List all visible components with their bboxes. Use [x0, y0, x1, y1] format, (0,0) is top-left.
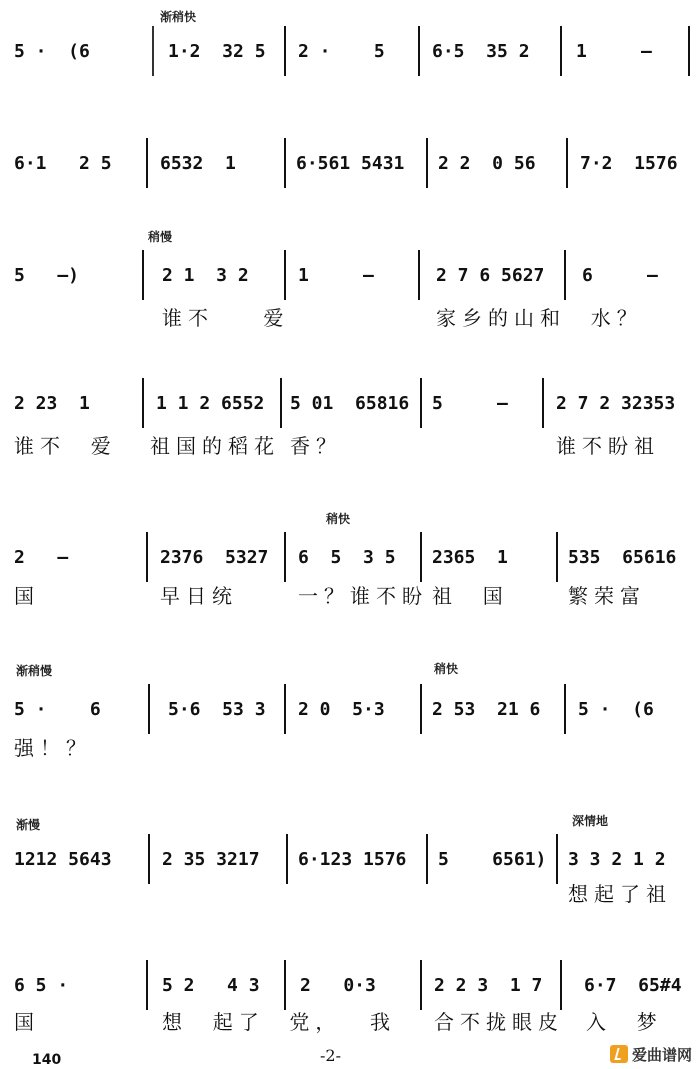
measure-notes: 6·1 2 5	[14, 153, 112, 174]
lyric-text: 家乡的山和 水？	[436, 306, 643, 330]
score-system-7	[0, 808, 700, 928]
measure-notes: 5 01 65816	[290, 393, 410, 414]
measure-notes: 2 0·3	[300, 975, 376, 996]
measure-notes: 1 —	[298, 265, 374, 286]
tempo-mark: 稍慢	[148, 230, 173, 244]
measure-notes: 7·2 1576	[580, 153, 678, 174]
tempo-mark: 渐稍慢	[16, 664, 53, 678]
notes-line	[0, 382, 700, 426]
bar-line	[284, 250, 286, 300]
tempo-mark: 稍快	[434, 662, 459, 676]
score-system-2	[0, 112, 700, 232]
score-system-8	[0, 940, 700, 1060]
measure-notes: 2 2 0 56	[438, 153, 536, 174]
score-system-3	[0, 224, 700, 344]
bar-line	[148, 684, 150, 734]
lyric-text: 合不拢眼皮	[434, 1010, 564, 1034]
measure-notes: 6·5 35 2	[432, 41, 530, 62]
lyric-text: 祖国的稻花	[150, 434, 280, 458]
bar-line	[426, 834, 428, 884]
bar-line	[564, 250, 566, 300]
measure-notes: 2 · 5	[298, 41, 385, 62]
measure-notes: 2 2 3 1 7	[434, 975, 543, 996]
score-system-1	[0, 0, 700, 120]
lyrics-line	[0, 1006, 700, 1036]
lyrics-line	[0, 732, 700, 762]
bar-line	[426, 138, 428, 188]
bar-line	[284, 26, 286, 76]
measure-notes: 2 7 6 5627	[436, 265, 545, 286]
measure-notes: 3 3 2 1 2	[568, 849, 666, 870]
tempo-mark: 稍快	[326, 512, 351, 526]
music-note-icon	[610, 1045, 628, 1063]
lyrics-line	[0, 878, 700, 908]
bar-line	[420, 684, 422, 734]
bar-line	[556, 834, 558, 884]
tempo-mark: 渐稍快	[160, 10, 197, 24]
measure-notes: 1·2 32 5	[168, 41, 266, 62]
bar-line	[420, 378, 422, 428]
measure-notes: 2 0 5·3	[298, 699, 385, 720]
bar-line	[420, 960, 422, 1010]
tempo-mark: 深情地	[572, 814, 609, 828]
measure-notes: 2 1 3 2	[162, 265, 249, 286]
measure-notes: 2 35 3217	[162, 849, 260, 870]
measure-notes: 1212 5643	[14, 849, 112, 870]
measure-notes: 2 7 2 32353	[556, 393, 676, 414]
lyric-text: 一？谁不盼	[298, 584, 428, 608]
bar-line	[152, 26, 154, 76]
measure-notes: 2 —	[14, 547, 69, 568]
measure-notes: 6 —	[582, 265, 658, 286]
measure-notes: 6 5 3 5	[298, 547, 396, 568]
lyric-text: 祖 国	[432, 584, 509, 608]
bar-line	[146, 138, 148, 188]
bar-line	[556, 532, 558, 582]
lyric-text: 想 起了 党，	[162, 1010, 342, 1034]
notes-line	[0, 964, 700, 1008]
bar-line	[284, 960, 286, 1010]
lyric-text: 国	[14, 1010, 40, 1034]
bar-line	[146, 532, 148, 582]
page-label: -2-	[320, 1046, 341, 1065]
measure-notes: 2 23 1	[14, 393, 90, 414]
measure-notes: 2 53 21 6	[432, 699, 541, 720]
lyric-text: 谁不盼祖	[556, 434, 660, 458]
lyric-text: 香？	[290, 434, 342, 458]
measure-notes: 5 —)	[14, 265, 80, 286]
measure-notes: 6·7 65#4	[584, 975, 682, 996]
bar-line	[142, 250, 144, 300]
measure-notes: 6·561 5431	[296, 153, 405, 174]
lyric-text: 早日统	[160, 584, 238, 608]
tempo-mark: 渐慢	[16, 818, 41, 832]
brand-text: 爱曲谱网	[631, 1045, 692, 1064]
bar-line	[560, 26, 562, 76]
bar-line	[284, 684, 286, 734]
notes-line	[0, 536, 700, 580]
lyrics-line	[0, 580, 700, 610]
notes-line	[0, 30, 700, 74]
notes-line	[0, 142, 700, 186]
brand-watermark	[610, 1042, 692, 1066]
lyric-text: 谁不 爱	[162, 306, 290, 330]
page-number-left: 140	[32, 1052, 62, 1068]
score-system-6	[0, 656, 700, 776]
measure-notes: 5 · (6	[578, 699, 654, 720]
lyric-text: 谁不 爱	[14, 434, 117, 458]
bar-line	[688, 26, 690, 76]
bar-line	[542, 378, 544, 428]
notes-line	[0, 838, 700, 882]
measure-notes: 5 6561)	[438, 849, 547, 870]
measure-notes: 6532 1	[160, 153, 236, 174]
measure-notes: 6 5 ·	[14, 975, 69, 996]
lyric-text: 繁荣富	[568, 584, 646, 608]
lyrics-line	[0, 430, 700, 460]
measure-notes: 5 —	[432, 393, 508, 414]
bar-line	[566, 138, 568, 188]
measure-notes: 2365 1	[432, 547, 508, 568]
bar-line	[420, 532, 422, 582]
measure-notes: 535 65616	[568, 547, 677, 568]
lyric-text: 想起了祖	[568, 882, 672, 906]
bar-line	[418, 26, 420, 76]
measure-notes: 6·123 1576	[298, 849, 407, 870]
score-system-4	[0, 352, 700, 472]
bar-line	[284, 532, 286, 582]
lyric-text: 我	[370, 1010, 396, 1034]
notes-line	[0, 254, 700, 298]
bar-line	[284, 138, 286, 188]
measure-notes: 5 2 4 3	[162, 975, 260, 996]
notes-line	[0, 688, 700, 732]
measure-notes: 5 · (6	[14, 41, 90, 62]
bar-line	[286, 834, 288, 884]
bar-line	[418, 250, 420, 300]
bar-line	[146, 960, 148, 1010]
measure-notes: 5 · 6	[14, 699, 101, 720]
bar-line	[280, 378, 282, 428]
measure-notes: 1 —	[576, 41, 652, 62]
lyric-text: 强！？	[14, 736, 92, 760]
measure-notes: 1 1 2 6552	[156, 393, 265, 414]
bar-line	[148, 834, 150, 884]
lyrics-line	[0, 302, 700, 332]
score-system-5	[0, 480, 700, 608]
lyric-text: 国	[14, 584, 40, 608]
bar-line	[142, 378, 144, 428]
bar-line	[564, 684, 566, 734]
measure-notes: 5·6 53 3	[168, 699, 266, 720]
lyric-text: 入 梦	[586, 1010, 663, 1034]
bar-line	[560, 960, 562, 1010]
measure-notes: 2376 5327	[160, 547, 269, 568]
